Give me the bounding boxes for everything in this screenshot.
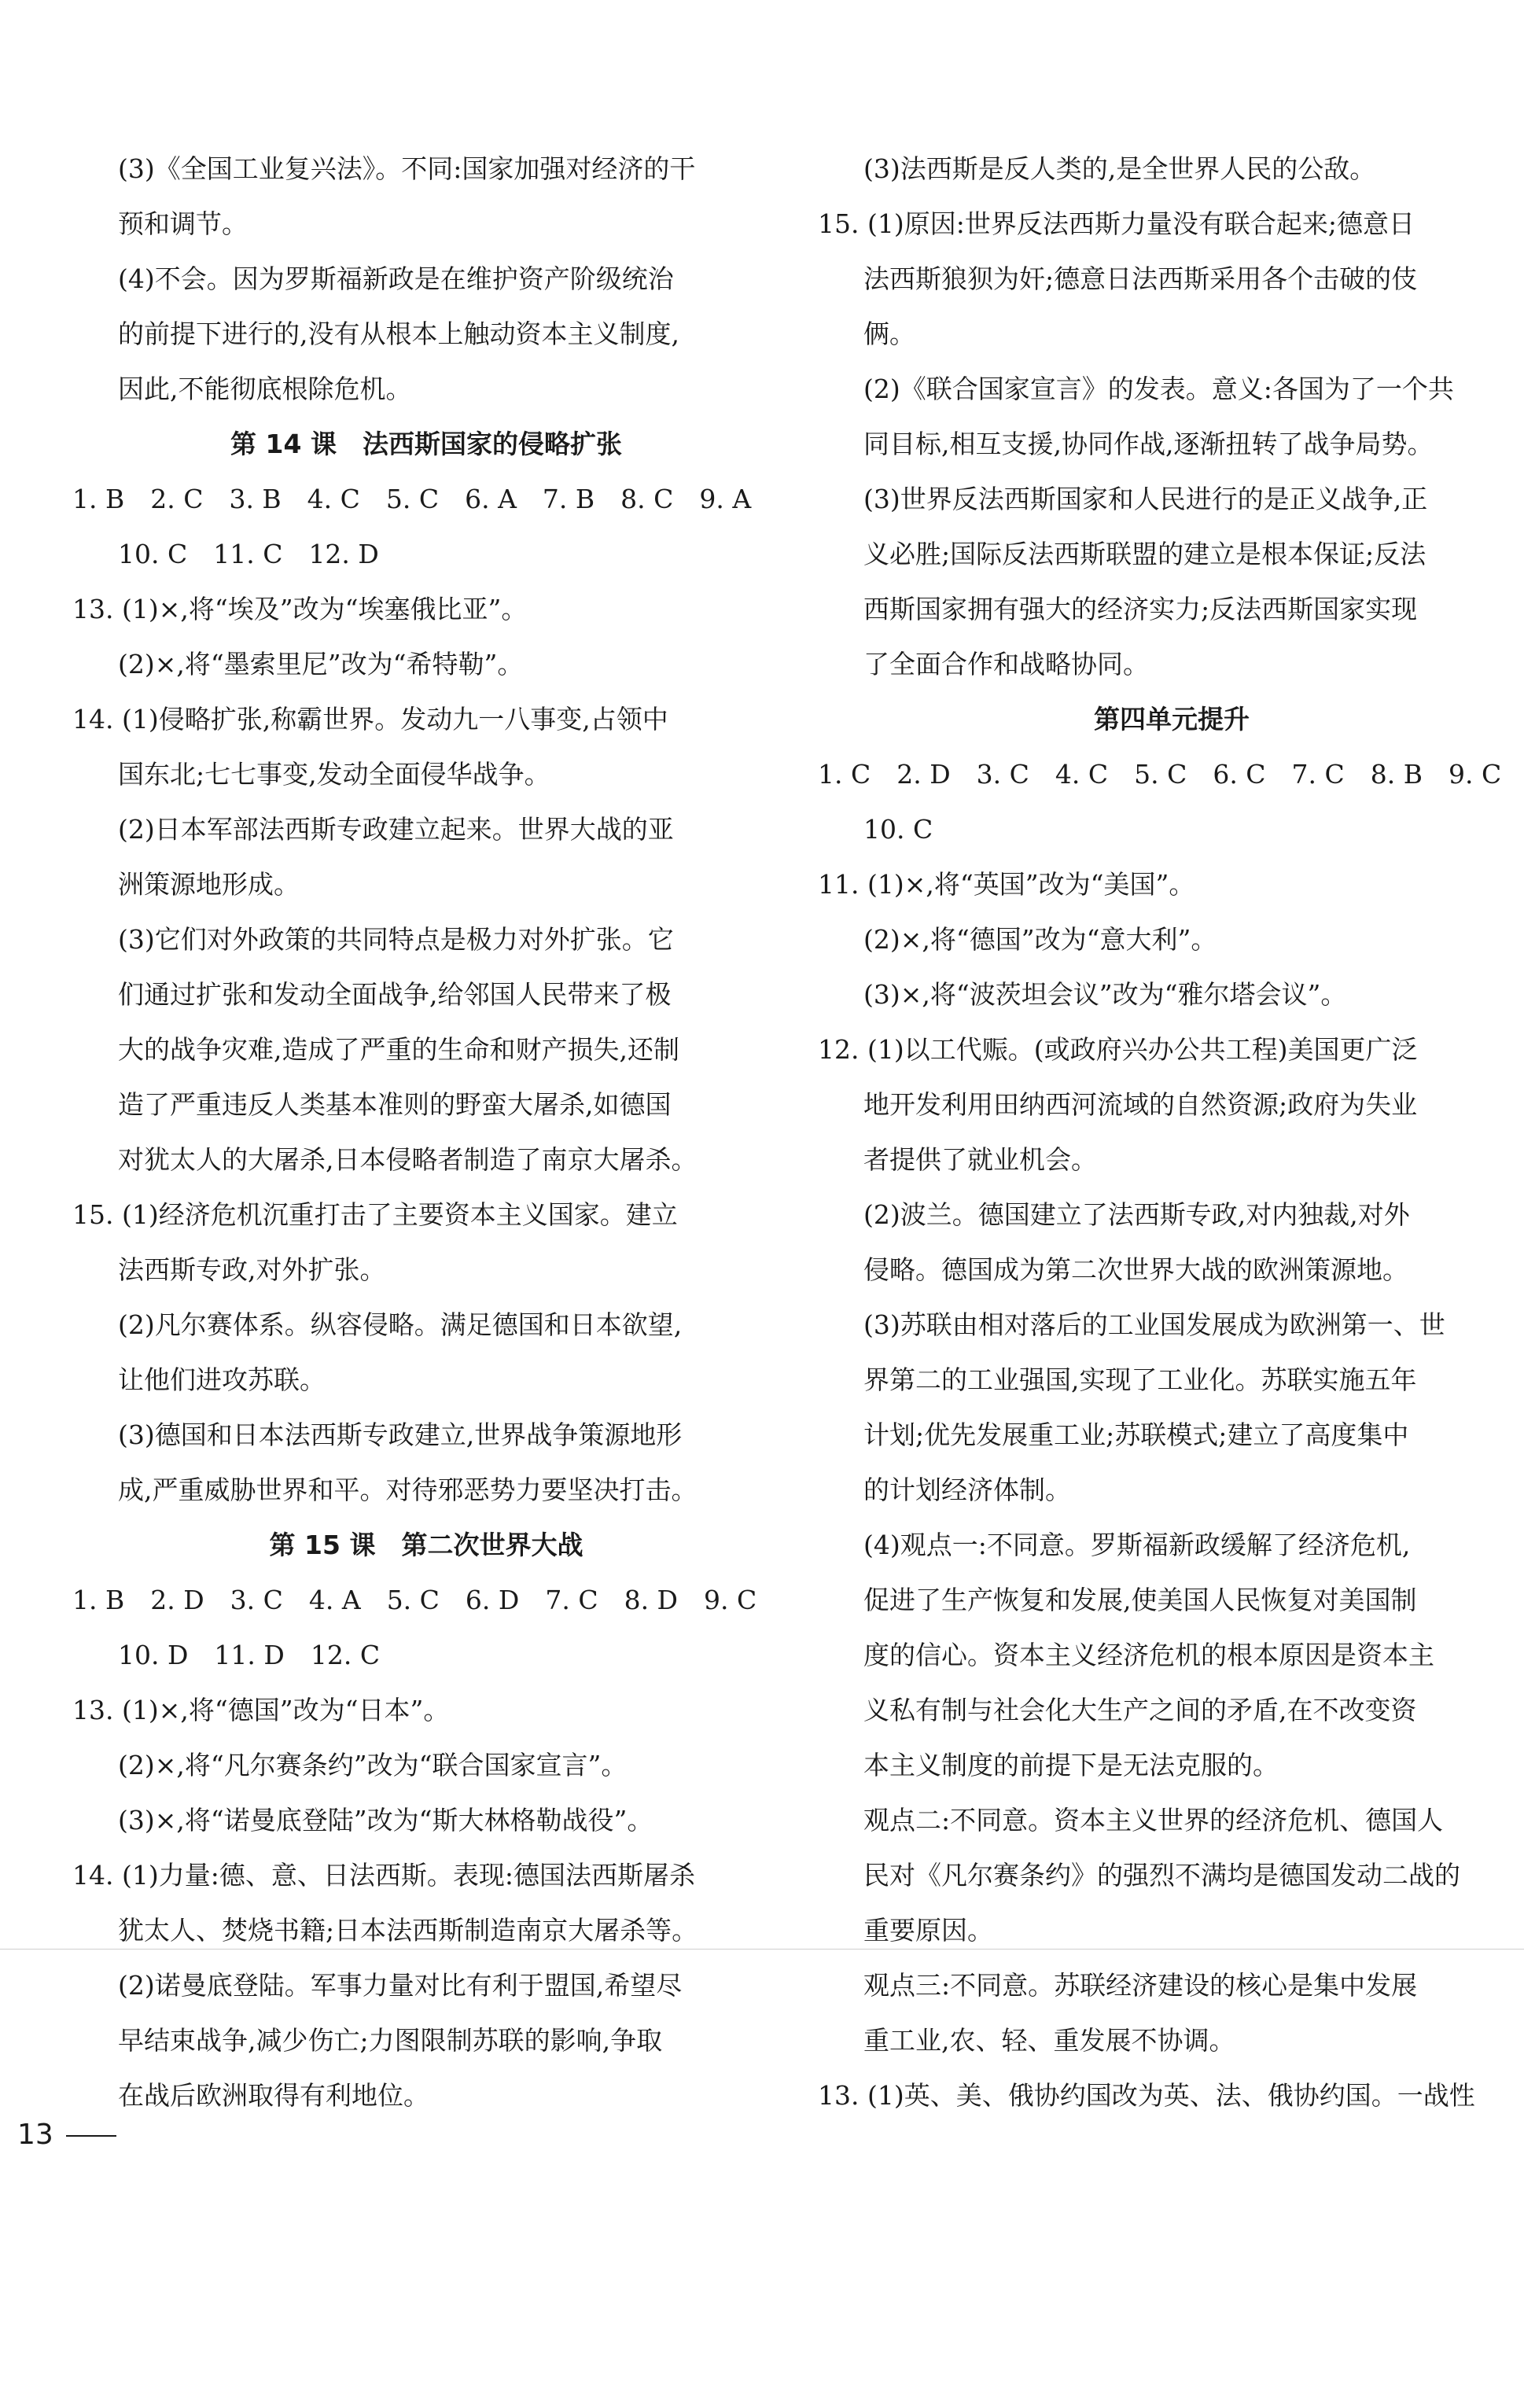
text-line: 14. (1)侵略扩张,称霸世界。发动九一八事变,占领中 xyxy=(72,704,668,735)
text-line: 预和调节。 xyxy=(118,208,248,239)
text-line: 因此,不能彻底根除危机。 xyxy=(118,374,412,404)
text-line: 11. (1)×,将“英国”改为“美国”。 xyxy=(818,869,1195,900)
text-line: (4)不会。因为罗斯福新政是在维护资产阶级统治 xyxy=(118,263,674,294)
text-line: 计划;优先发展重工业;苏联模式;建立了高度集中 xyxy=(863,1419,1409,1450)
text-line: (3)德国和日本法西斯专政建立,世界战争策源地形 xyxy=(118,1419,683,1450)
text-line: (3)苏联由相对落后的工业国发展成为欧洲第一、世 xyxy=(863,1309,1445,1340)
text-line: (2)×,将“凡尔赛条约”改为“联合国家宣言”。 xyxy=(118,1750,628,1780)
text-line: (2)日本军部法西斯专政建立起来。世界大战的亚 xyxy=(118,814,674,845)
text-line: 度的信心。资本主义经济危机的根本原因是资本主 xyxy=(863,1640,1434,1670)
text-line: 10. D 11. D 12. C xyxy=(118,1640,381,1670)
text-line: (3)法西斯是反人类的,是全世界人民的公敌。 xyxy=(863,153,1376,184)
text-line: (2)×,将“德国”改为“意大利”。 xyxy=(863,924,1217,955)
text-line: (2)×,将“墨索里尼”改为“希特勒”。 xyxy=(118,649,524,679)
text-line: 法西斯狼狈为奸;德意日法西斯采用各个击破的伎 xyxy=(863,263,1418,294)
text-line: 犹太人、焚烧书籍;日本法西斯制造南京大屠杀等。 xyxy=(118,1915,698,1946)
text-line: 重要原因。 xyxy=(863,1915,993,1946)
text-line: 早结束战争,减少伤亡;力图限制苏联的影响,争取 xyxy=(118,2025,663,2056)
text-line: 成,严重威胁世界和平。对待邪恶势力要坚决打击。 xyxy=(118,1475,698,1505)
text-line: 14. (1)力量:德、意、日法西斯。表现:德国法西斯屠杀 xyxy=(72,1860,695,1891)
text-line: 对犹太人的大屠杀,日本侵略者制造了南京大屠杀。 xyxy=(118,1144,698,1175)
text-line: 观点三:不同意。苏联经济建设的核心是集中发展 xyxy=(863,1970,1418,2001)
section-heading: 第四单元提升 xyxy=(1094,704,1250,735)
text-line: 12. (1)以工代赈。(或政府兴办公共工程)美国更广泛 xyxy=(818,1034,1418,1065)
text-line: (2)波兰。德国建立了法西斯专政,对内独裁,对外 xyxy=(863,1199,1410,1230)
text-line: 地开发利用田纳西河流域的自然资源;政府为失业 xyxy=(863,1089,1418,1120)
text-line: 法西斯专政,对外扩张。 xyxy=(118,1254,386,1285)
text-line: 13. (1)英、美、俄协约国改为英、法、俄协约国。一战性 xyxy=(818,2080,1475,2111)
text-line: 15. (1)原因:世界反法西斯力量没有联合起来;德意日 xyxy=(818,208,1415,239)
text-line: 让他们进攻苏联。 xyxy=(118,1364,326,1395)
section-heading: 第 15 课 第二次世界大战 xyxy=(269,1530,583,1560)
page-number-text: 13 xyxy=(17,2119,53,2151)
text-line: 10. C 11. C 12. D xyxy=(118,539,379,569)
text-line: 观点二:不同意。资本主义世界的经济危机、德国人 xyxy=(863,1805,1444,1835)
text-line: 义必胜;国际反法西斯联盟的建立是根本保证;反法 xyxy=(863,539,1426,569)
text-line: 们通过扩张和发动全面战争,给邻国人民带来了极 xyxy=(118,979,672,1010)
text-line: 国东北;七七事变,发动全面侵华战争。 xyxy=(118,759,550,790)
fold-divider xyxy=(0,1949,1524,1950)
text-line: (3)它们对外政策的共同特点是极力对外扩张。它 xyxy=(118,924,674,955)
text-line: 1. B 2. C 3. B 4. C 5. C 6. A 7. B 8. C 9. A xyxy=(72,484,752,514)
page-number-dash xyxy=(66,2135,116,2137)
text-line: 洲策源地形成。 xyxy=(118,869,300,900)
right-column xyxy=(818,142,1524,2123)
text-line: 大的战争灾难,造成了严重的生命和财产损失,还制 xyxy=(118,1034,679,1065)
text-line: (3)《全国工业复兴法》。不同:国家加强对经济的干 xyxy=(118,153,696,184)
text-line: (3)×,将“波茨坦会议”改为“雅尔塔会议”。 xyxy=(863,979,1347,1010)
text-line: 界第二的工业强国,实现了工业化。苏联实施五年 xyxy=(863,1364,1417,1395)
text-line: 侵略。德国成为第二次世界大战的欧洲策源地。 xyxy=(863,1254,1408,1285)
text-line: 同目标,相互支援,协同作战,逐渐扭转了战争局势。 xyxy=(863,429,1434,459)
text-line: 的计划经济体制。 xyxy=(863,1475,1071,1505)
text-line: 重工业,农、轻、重发展不协调。 xyxy=(863,2025,1235,2056)
left-column xyxy=(72,142,780,2123)
text-line: 10. C xyxy=(863,814,933,845)
text-line: (2)《联合国家宣言》的发表。意义:各国为了一个共 xyxy=(863,374,1454,404)
text-line: (3)×,将“诺曼底登陆”改为“斯大林格勒战役”。 xyxy=(118,1805,653,1835)
text-line: (4)观点一:不同意。罗斯福新政缓解了经济危机, xyxy=(863,1530,1411,1560)
text-line: 本主义制度的前提下是无法克服的。 xyxy=(863,1750,1279,1780)
text-line: 1. B 2. D 3. C 4. A 5. C 6. D 7. C 8. D 9. C xyxy=(72,1585,757,1615)
text-line: 者提供了就业机会。 xyxy=(863,1144,1097,1175)
text-line: 西斯国家拥有强大的经济实力;反法西斯国家实现 xyxy=(863,594,1418,624)
text-line: 促进了生产恢复和发展,使美国人民恢复对美国制 xyxy=(863,1585,1417,1615)
text-line: (2)凡尔赛体系。纵容侵略。满足德国和日本欲望, xyxy=(118,1309,683,1340)
text-line: 俩。 xyxy=(863,318,915,349)
text-line: 1. C 2. D 3. C 4. C 5. C 6. C 7. C 8. B 9. C xyxy=(818,759,1502,790)
text-line: 13. (1)×,将“德国”改为“日本”。 xyxy=(72,1695,450,1725)
text-line: 在战后欧洲取得有利地位。 xyxy=(118,2080,429,2111)
page-number xyxy=(17,2115,116,2155)
text-line: 义私有制与社会化大生产之间的矛盾,在不改变资 xyxy=(863,1695,1417,1725)
text-line: (3)世界反法西斯国家和人民进行的是正义战争,正 xyxy=(863,484,1428,514)
text-line: 造了严重违反人类基本准则的野蛮大屠杀,如德国 xyxy=(118,1089,672,1120)
section-heading: 第 14 课 法西斯国家的侵略扩张 xyxy=(230,429,622,459)
text-line: (2)诺曼底登陆。军事力量对比有利于盟国,希望尽 xyxy=(118,1970,683,2001)
text-line: 了全面合作和战略协同。 xyxy=(863,649,1149,679)
text-line: 15. (1)经济危机沉重打击了主要资本主义国家。建立 xyxy=(72,1199,678,1230)
text-line: 13. (1)×,将“埃及”改为“埃塞俄比亚”。 xyxy=(72,594,528,624)
text-line: 的前提下进行的,没有从根本上触动资本主义制度, xyxy=(118,318,679,349)
text-line: 民对《凡尔赛条约》的强烈不满均是德国发动二战的 xyxy=(863,1860,1460,1891)
